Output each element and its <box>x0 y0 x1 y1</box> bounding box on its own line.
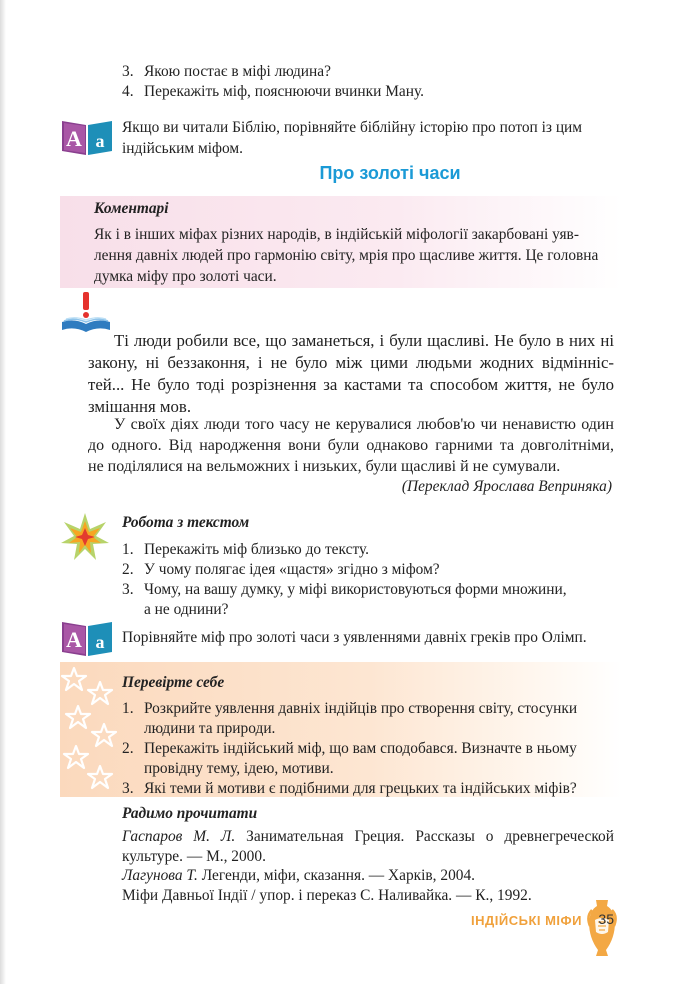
reading-entry: Міфи Давньої Індії / упор. і переказ С. Наливайка. — К., 1992. <box>122 886 532 904</box>
check-yourself-list <box>122 699 622 799</box>
icon-letter-upper: А <box>66 627 82 652</box>
text-work-list <box>122 540 622 620</box>
stars-decoration-icon <box>60 662 120 797</box>
icon-letter-upper: А <box>66 126 82 151</box>
reading-list: Гаспаров М. Л. Занимательная Греция. Рассказы о древнегреческой культуре. — М., 2000. Лагунова Т. Легенди, міфи, сказання. — Харків, 2004. Міфи Давньої Індії / упор. і переказ С. Наливайка. — К., 1992. <box>122 828 614 904</box>
icon-letter-lower: а <box>95 131 105 151</box>
comments-text: Як і в інших міфах різних народів, в індійській міфології закарбовані уяв- лення давніх людей про гармонію світу, мрія про щасливе життя. Це головна думка міфу про золоті часи. <box>94 226 599 285</box>
aa-book-icon <box>60 614 112 654</box>
bible-note: Якщо ви читали Біблію, порівняйте біблійну історію про потоп із цим індійським міфом. <box>122 119 583 157</box>
list-item: 2. Перекажіть індійський міф, що вам сподобався. Визначте в ньому провідну тему, ідею, мотиви. <box>122 740 577 777</box>
reading-entry: Гаспаров М. Л. Занимательная Греция. Рассказы о древнегреческой <box>122 828 614 845</box>
text-work-heading: Робота з текстом <box>122 514 250 531</box>
star-ornament-icon <box>60 512 110 562</box>
list-item: 1. Розкрийте уявлення давніх індійців про створення світу, стосунки людини та природи. <box>122 700 578 737</box>
open-book-exclamation-icon <box>58 292 114 334</box>
myth-text: Ті люди робили все, що заманеться, і були щасливі. Не було в них ні закону, ні беззаконня, і не було між цими людьми жодних відмінніс- тей... Не було тоді розрізнення за кастами та способом життя, не було змішання мов. <box>88 331 614 416</box>
page-number: 35 <box>598 911 614 927</box>
list-item: 3. Чому, на вашу думку, у міфі використовуються форми множини, а не однини? <box>122 581 567 618</box>
reading-heading: Радимо прочитати <box>122 805 258 822</box>
list-item: 1. Перекажіть міф близько до тексту. <box>122 541 369 558</box>
list-item: 3. Якою постає в міфі людина? <box>122 63 331 80</box>
comments-heading: Коментарі <box>94 200 169 217</box>
footer-section-title: ІНДІЙСЬКІ МІФИ <box>471 913 582 928</box>
check-yourself-heading: Перевірте себе <box>122 674 225 691</box>
translator-credit: (Переклад Ярослава Веприняка) <box>401 478 612 495</box>
icon-letter-lower: а <box>95 632 105 652</box>
myth-text-paragraph-2: У своїх діях люди того часу не керувалися любов'ю чи ненавистю один до одного. Від народження вони були однаково гарними та довголітніми, не поділялися на вельможних і низьких, були щасливі й не сумували. <box>88 416 614 475</box>
aa-book-icon <box>60 113 112 153</box>
page-edge-shadow <box>0 0 6 984</box>
amphora-icon <box>586 898 618 958</box>
top-questions-list <box>122 62 622 102</box>
olymp-note: Порівняйте міф про золоті часи з уявленнями давніх греків про Олімп. <box>122 629 587 646</box>
list-item: 3. Які теми й мотиви є подібними для грецьких та індійських міфів? <box>122 780 577 797</box>
list-item: 4. Перекажіть міф, пояснюючи вчинки Ману. <box>122 83 424 100</box>
section-title: Про золоті часи <box>319 163 461 183</box>
list-item: 2. У чому полягає ідея «щастя» згідно з міфом? <box>122 561 440 578</box>
reading-entry: Лагунова Т. Легенди, міфи, сказання. — Харків, 2004. <box>122 867 476 884</box>
